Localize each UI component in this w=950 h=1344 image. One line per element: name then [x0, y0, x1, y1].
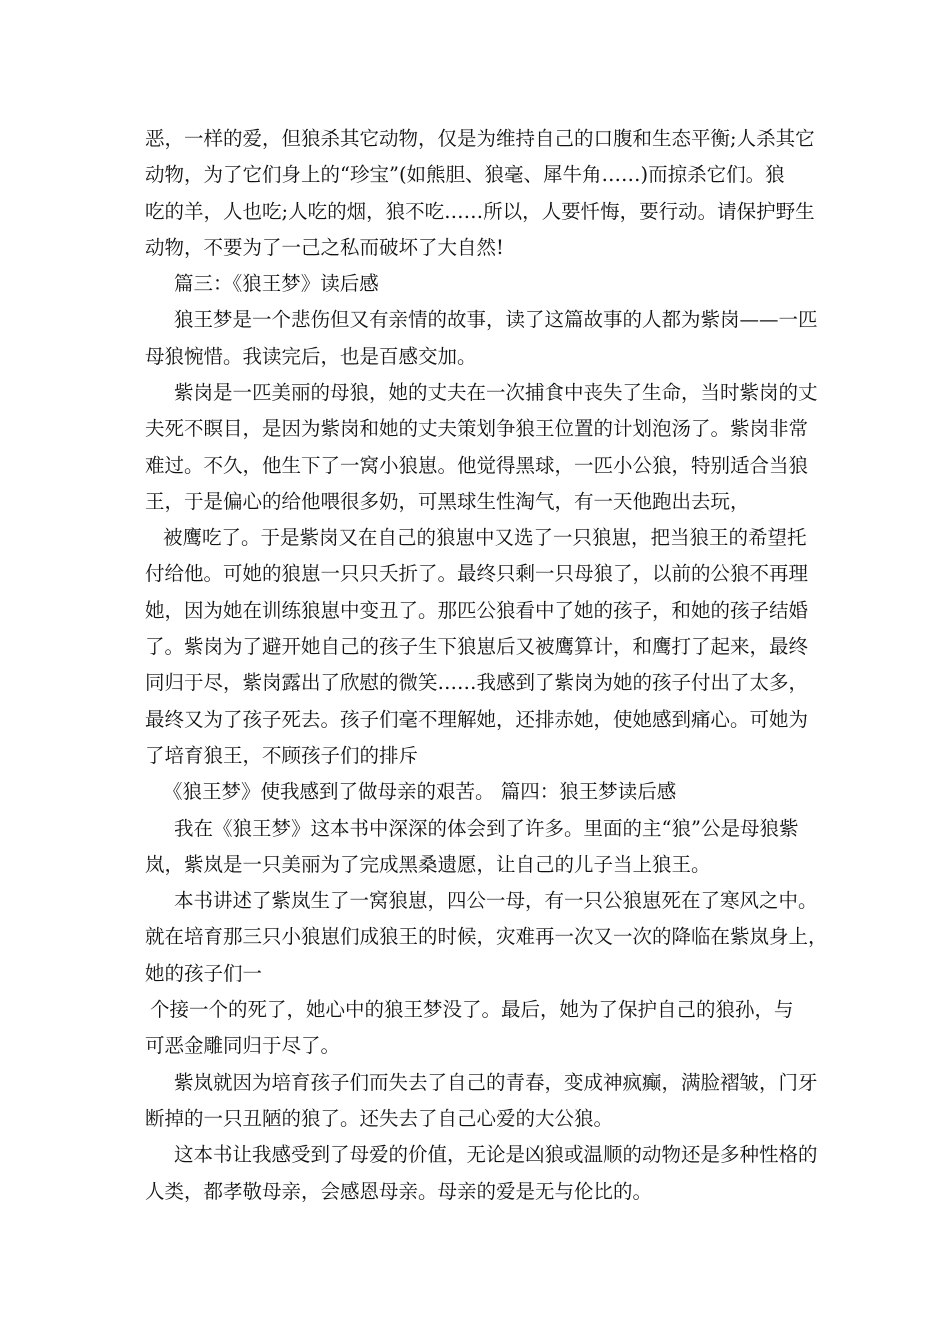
text-line: 断掉的一只丑陋的狼了。还失去了自己心爱的大公狼。	[145, 1107, 614, 1130]
text-line: 可恶金雕同归于尽了。	[145, 1034, 341, 1057]
text-line: 就在培育那三只小狼崽们成狼王的时候，灾难再一次又一次的降临在紫岚身上，	[145, 925, 828, 948]
text-line: 这本书让我感受到了母爱的价值，无论是凶狼或温顺的动物还是多种性格的	[174, 1143, 818, 1166]
text-line: 紫岗是一匹美丽的母狼，她的丈夫在一次捕食中丧失了生命，当时紫岗的丈	[174, 381, 818, 404]
text-line: 同归于尽，紫岗露出了欣慰的微笑……我感到了紫岗为她的孩子付出了太多，	[145, 671, 809, 694]
text-line: 《狼王梦》使我感到了做母亲的艰苦。 篇四：狼王梦读后感	[163, 780, 677, 803]
text-line: 她的孩子们一	[145, 962, 263, 985]
text-line: 动物，为了它们身上的“珍宝”(如熊胆、狼毫、犀牛角……)而掠杀它们。狼	[145, 163, 785, 186]
text-line: 母狼惋惜。我读完后，也是百感交加。	[145, 345, 477, 368]
text-line: 吃的羊，人也吃;人吃的烟，狼不吃……所以，人要忏悔，要行动。请保护野生	[145, 200, 815, 223]
text-line: 恶，一样的爱，但狼杀其它动物，仅是为维持自己的口腹和生态平衡;人杀其它	[145, 127, 815, 150]
text-line: 我在《狼王梦》这本书中深深的体会到了许多。里面的主“狼”公是母狼紫	[174, 817, 799, 840]
text-line: 紫岚就因为培育孩子们而失去了自己的青春，变成神疯癫，满脸褶皱，门牙	[174, 1071, 818, 1094]
text-line: 难过。不久，他生下了一窝小狼崽。他觉得黑球，一匹小公狼，特别适合当狼	[145, 454, 809, 477]
text-line: 狼王梦是一个悲伤但又有亲情的故事，读了这篇故事的人都为紫岗——一匹	[174, 308, 818, 331]
text-line: 本书讲述了紫岚生了一窝狼崽，四公一母，有一只公狼崽死在了寒风之中。	[174, 889, 818, 912]
text-line: 被鹰吃了。于是紫岗又在自己的狼崽中又选了一只狼崽，把当狼王的希望托	[163, 526, 807, 549]
text-line: 了培育狼王，不顾孩子们的排斥	[145, 744, 419, 767]
text-line: 最终又为了孩子死去。孩子们毫不理解她，还排赤她，使她感到痛心。可她为	[145, 708, 809, 731]
section-heading: 篇三：《狼王梦》读后感	[174, 272, 379, 295]
text-line: 岚，紫岚是一只美丽为了完成黑桑遗愿，让自己的儿子当上狼王。	[145, 853, 711, 876]
text-line: 人类，都孝敬母亲，会感恩母亲。母亲的爱是无与伦比的。	[145, 1180, 653, 1203]
text-line: 王，于是偏心的给他喂很多奶，可黑球生性淘气，有一天他跑出去玩，	[145, 490, 750, 513]
text-line: 动物，不要为了一己之私而破坏了大自然!	[145, 236, 504, 259]
text-line: 个接一个的死了，她心中的狼王梦没了。最后，她为了保护自己的狼孙，与	[150, 998, 794, 1021]
text-line: 夫死不瞑目，是因为紫岗和她的丈夫策划争狼王位置的计划泡汤了。紫岗非常	[145, 417, 809, 440]
text-line: 付给他。可她的狼崽一只只夭折了。最终只剩一只母狼了，以前的公狼不再理	[145, 562, 809, 585]
text-line: 她，因为她在训练狼崽中变丑了。那匹公狼看中了她的孩子，和她的孩子结婚	[145, 599, 809, 622]
text-line: 了。紫岗为了避开她自己的孩子生下狼崽后又被鹰算计，和鹰打了起来，最终	[145, 635, 809, 658]
